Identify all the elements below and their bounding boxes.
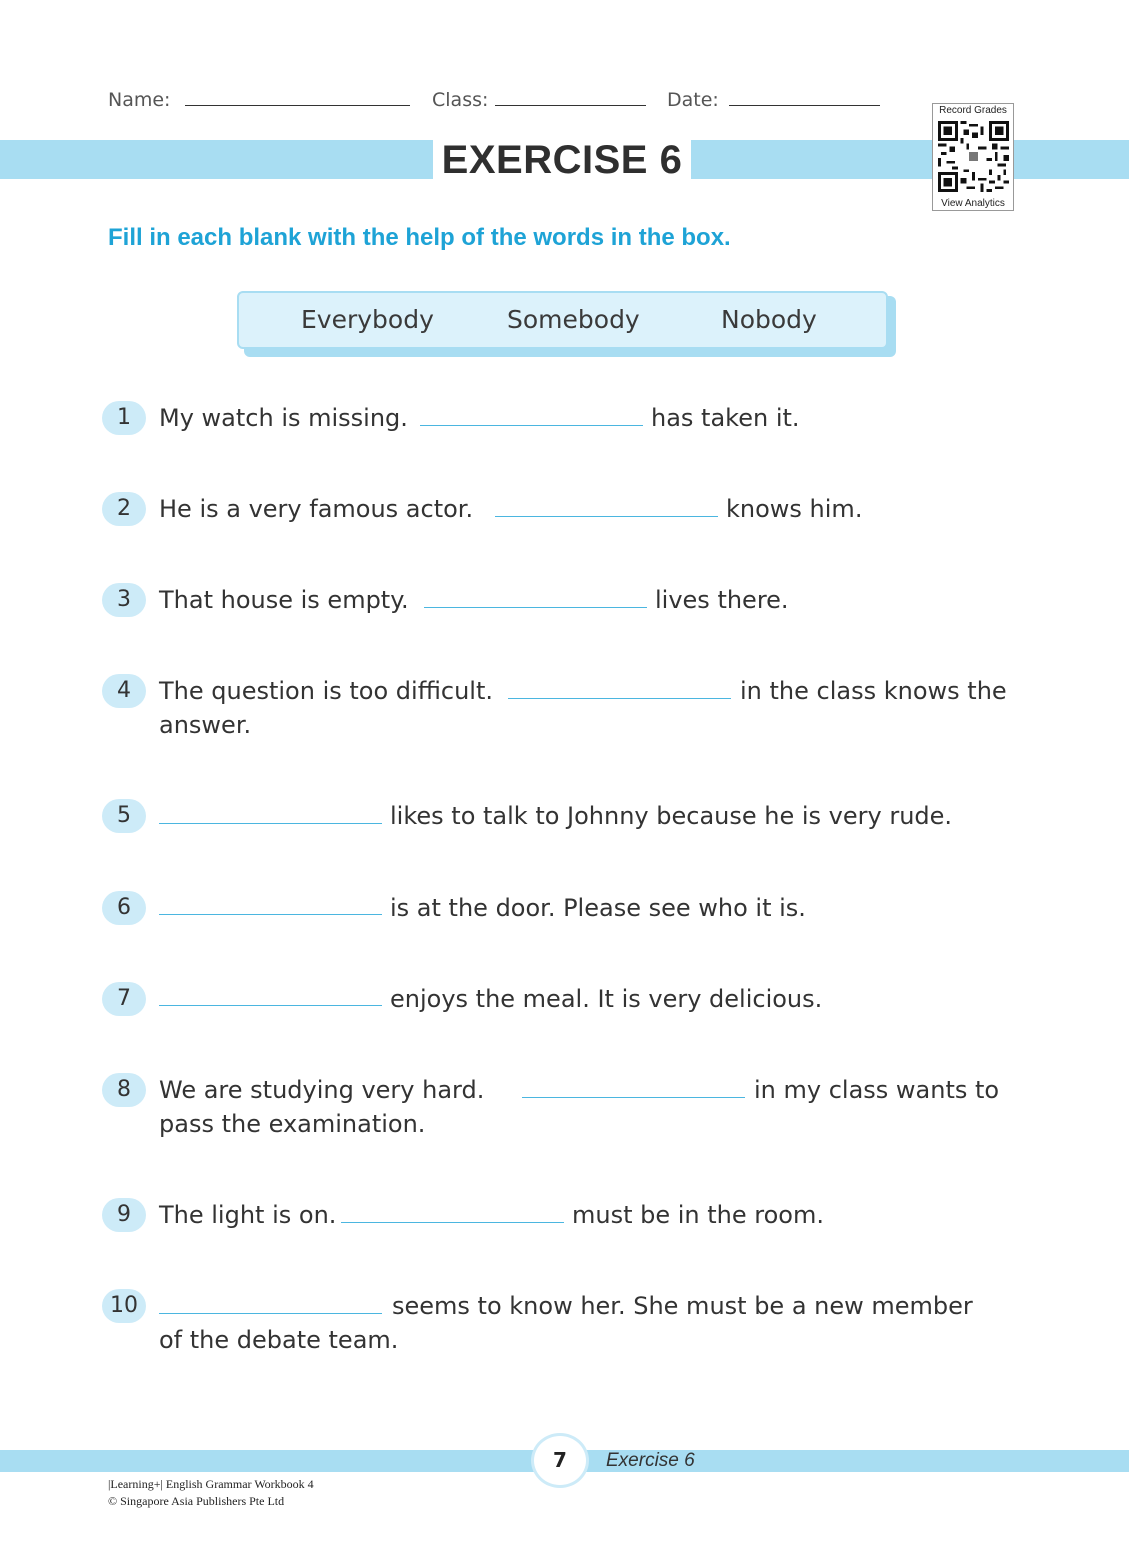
question-number: 5 xyxy=(102,799,146,833)
page-title: EXERCISE 6 xyxy=(441,138,683,182)
question-text: likes to talk to Johnny because he is very rude. xyxy=(390,802,953,830)
question-text: My watch is missing. xyxy=(159,404,408,432)
date-label: Date: xyxy=(667,89,719,111)
qr-top-caption: Record Grades xyxy=(939,105,1007,116)
answer-blank[interactable] xyxy=(508,698,731,699)
question-number: 7 xyxy=(102,982,146,1016)
question-number: 2 xyxy=(102,492,146,526)
word-everybody: Everybody xyxy=(301,305,434,334)
question-number: 6 xyxy=(102,891,146,925)
answer-blank[interactable] xyxy=(159,823,382,824)
footer-book-title: |Learning+| English Grammar Workbook 4 xyxy=(108,1477,314,1491)
question-text: That house is empty. xyxy=(159,586,409,614)
name-label: Name: xyxy=(108,89,171,111)
footer-section: Exercise 6 xyxy=(606,1450,695,1471)
word-somebody: Somebody xyxy=(507,305,640,334)
question-text: is at the door. Please see who it is. xyxy=(390,894,806,922)
answer-blank[interactable] xyxy=(341,1222,564,1223)
question-number: 10 xyxy=(102,1289,146,1323)
answer-blank[interactable] xyxy=(159,914,382,915)
question-text-continued: pass the examination. xyxy=(159,1110,426,1138)
question-text: in my class wants to xyxy=(754,1076,1000,1104)
answer-blank[interactable] xyxy=(424,607,647,608)
question-text: must be in the room. xyxy=(572,1201,824,1229)
name-field[interactable] xyxy=(185,105,410,106)
class-label: Class: xyxy=(432,89,489,111)
qr-panel[interactable] xyxy=(932,103,1014,211)
question-text: enjoys the meal. It is very delicious. xyxy=(390,985,823,1013)
question-text: knows him. xyxy=(726,495,863,523)
question-text: seems to know her. She must be a new member xyxy=(392,1292,973,1320)
question-number: 1 xyxy=(102,401,146,435)
instruction: Fill in each blank with the help of the words in the box. xyxy=(108,224,731,251)
question-number: 8 xyxy=(102,1073,146,1107)
answer-blank[interactable] xyxy=(420,425,643,426)
answer-blank[interactable] xyxy=(159,1005,382,1006)
word-nobody: Nobody xyxy=(721,305,817,334)
question-number: 4 xyxy=(102,674,146,708)
class-field[interactable] xyxy=(495,105,646,106)
question-number: 9 xyxy=(102,1198,146,1232)
answer-blank[interactable] xyxy=(159,1313,382,1314)
qr-code-icon[interactable] xyxy=(938,121,1009,192)
question-text: The light is on. xyxy=(159,1201,337,1229)
question-text-continued: answer. xyxy=(159,711,252,739)
question-text: lives there. xyxy=(655,586,789,614)
question-text: The question is too difficult. xyxy=(159,677,494,705)
answer-blank[interactable] xyxy=(522,1097,745,1098)
qr-bottom-caption: View Analytics xyxy=(941,198,1005,209)
page-number: 7 xyxy=(531,1433,589,1488)
question-text: in the class knows the xyxy=(740,677,1007,705)
question-text: We are studying very hard. xyxy=(159,1076,485,1104)
question-text: has taken it. xyxy=(651,404,800,432)
answer-blank[interactable] xyxy=(495,516,718,517)
question-number: 3 xyxy=(102,583,146,617)
question-text-continued: of the debate team. xyxy=(159,1326,399,1354)
date-field[interactable] xyxy=(729,105,880,106)
footer-copyright: © Singapore Asia Publishers Pte Ltd xyxy=(108,1494,285,1508)
question-text: He is a very famous actor. xyxy=(159,495,474,523)
